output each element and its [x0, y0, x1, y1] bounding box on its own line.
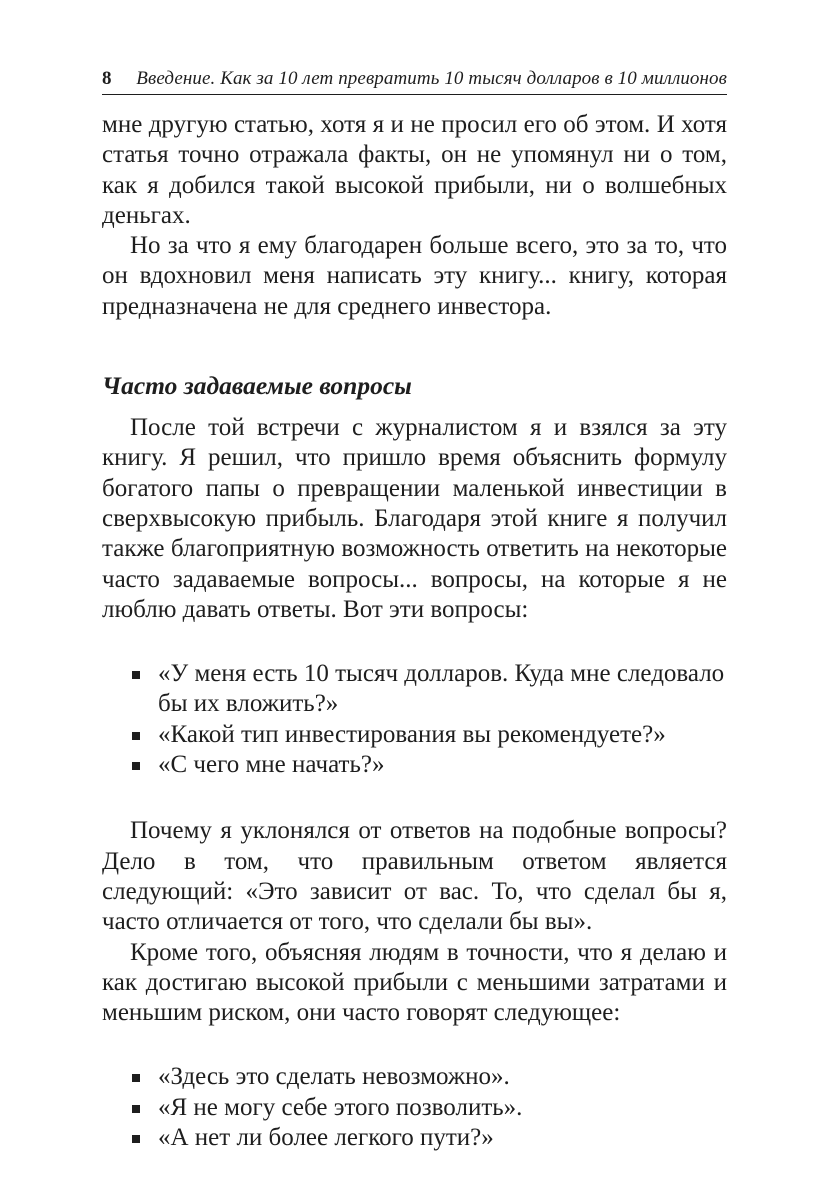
- square-bullet-icon: [132, 1105, 140, 1113]
- list-item: [102, 1093, 727, 1123]
- running-header-title: Введение. Как за 10 лет превратить 10 тысяч долларов в 10 миллионов: [136, 68, 727, 89]
- objections-list: [102, 1062, 727, 1153]
- section-heading: Часто задаваемые вопросы: [102, 371, 412, 401]
- square-bullet-icon: [132, 732, 140, 740]
- list-item-text: «А нет ли более легкого пути?»: [158, 1124, 494, 1152]
- list-item: [102, 720, 727, 750]
- square-bullet-icon: [132, 1074, 140, 1082]
- square-bullet-icon: [132, 762, 140, 770]
- list-item-text: «С чего мне начать?»: [158, 751, 385, 779]
- body-paragraph: Почему я уклонялся от ответов на подобные вопросы? Дело в том, что правильным ответом является следующий: «Это зависит от вас. То, что сделал бы я, часто отличается от того, что сделали бы вы».: [102, 817, 727, 936]
- list-item-text: «Здесь это сделать невозможно».: [158, 1063, 510, 1091]
- list-item: [102, 750, 727, 780]
- body-paragraph: мне другую статью, хотя я и не просил его об этом. И хотя статья точно отражала факты, он не упомянул ни о том, как я добился такой высокой прибыли, ни о волшебных деньгах.: [102, 111, 727, 229]
- list-item-text: «У меня есть 10 тысяч долларов. Куда мне следовало бы их вложить?»: [158, 660, 725, 718]
- list-item-text: «Я не могу себе этого позволить».: [158, 1093, 523, 1121]
- square-bullet-icon: [132, 1135, 140, 1143]
- list-item-text: «Какой тип инвестирования вы рекомендуете?»: [158, 720, 666, 748]
- list-item: [102, 1123, 727, 1153]
- body-paragraph: Кроме того, объясняя людям в точности, что я делаю и как достигаю высокой прибыли с меньшими затратами и меньшим риском, они часто говорят следующее:: [102, 938, 727, 1027]
- list-item: [102, 659, 727, 720]
- body-paragraph: Но за что я ему благодарен больше всего, это за то, что он вдохновил меня написать эту книгу... книгу, которая предназначена не для среднего инвестора.: [102, 232, 727, 320]
- running-header: [102, 68, 727, 95]
- page-number: 8: [102, 68, 112, 89]
- body-paragraph: После той встречи с журналистом я и взялся за эту книгу. Я решил, что пришло время объяснить формулу богатого папы о превращении маленькой инвестиции в сверхвысокую прибыль. Благодаря этой книге я получил также благоприятную возможность ответить на некоторые часто задаваемые вопросы... вопросы, на которые я не люблю давать ответы. Вот эти вопросы:: [102, 414, 727, 623]
- square-bullet-icon: [132, 671, 140, 679]
- book-page: [102, 68, 727, 1153]
- list-item: [102, 1062, 727, 1092]
- questions-list: [102, 659, 727, 780]
